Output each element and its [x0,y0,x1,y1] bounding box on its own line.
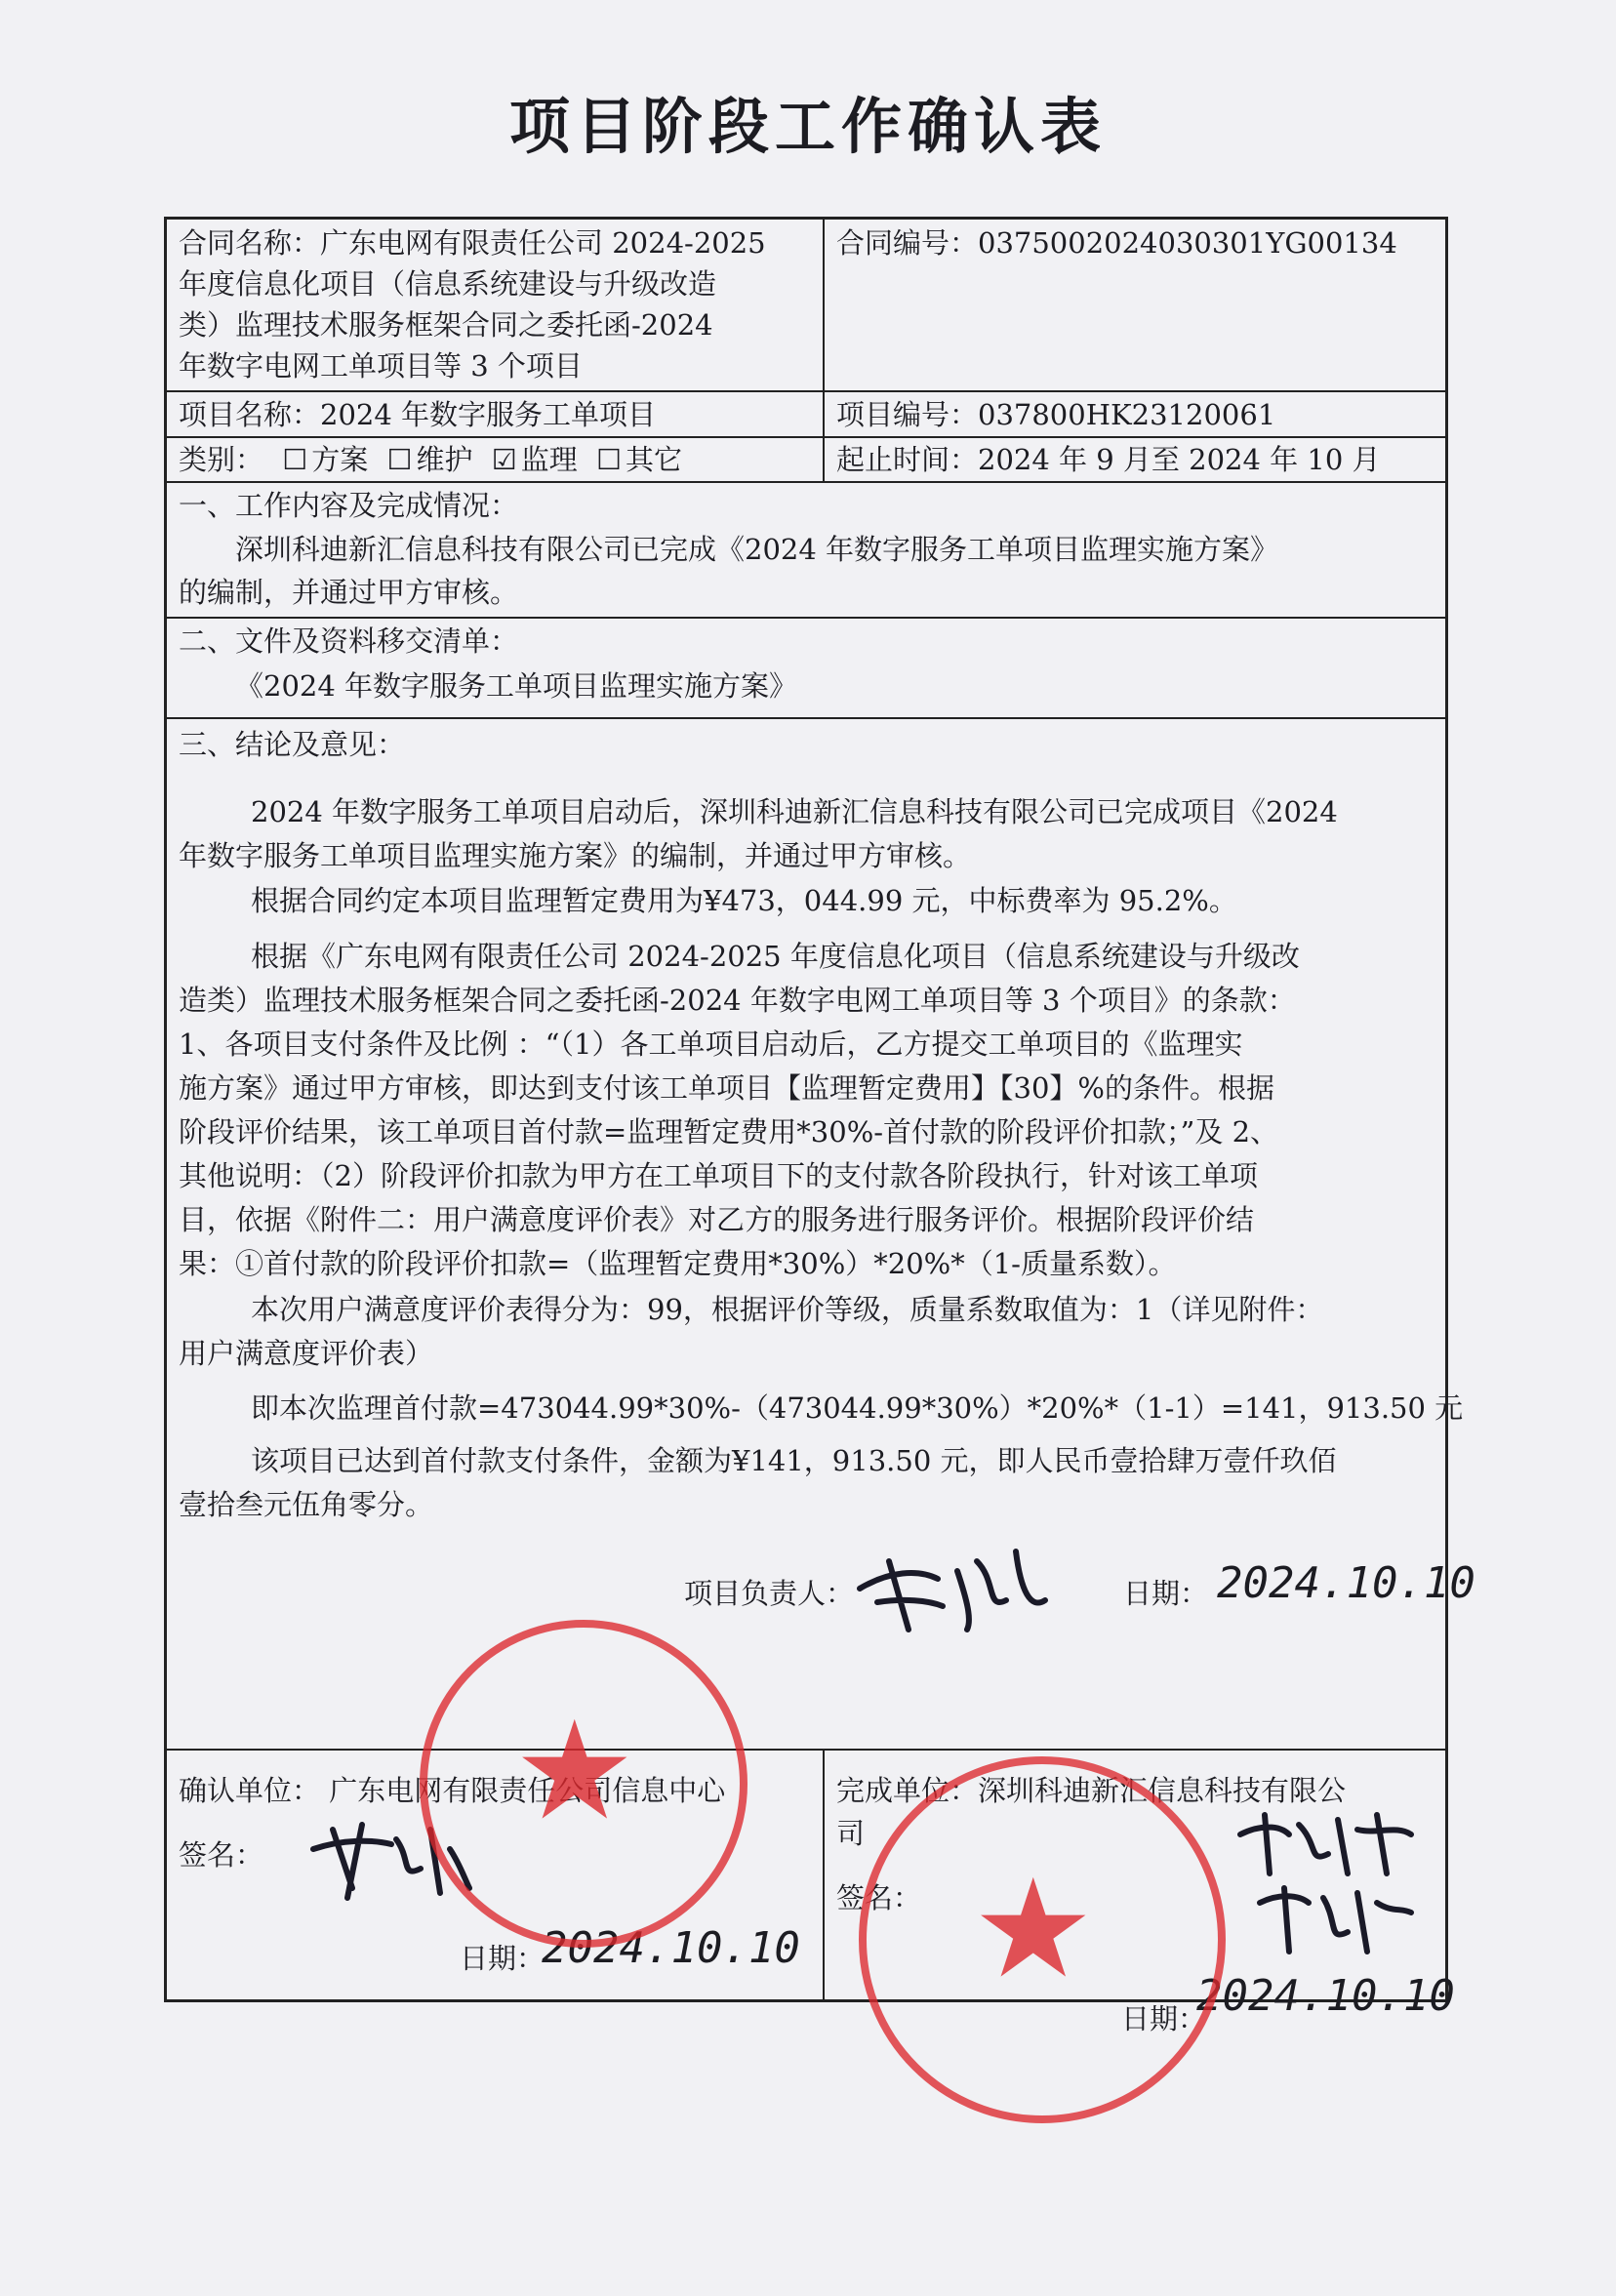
row-divider [167,436,1445,438]
contract-name-line: 年数字电网工单项目等 3 个项目 [179,349,583,383]
confirm-sign-label: 签名： [179,1838,264,1872]
project-period: 起止时间：2024 年 9 月至 2024 年 10 月 [836,443,1381,476]
conclusion-paragraph: 根据合同约定本项目监理暂定费用为¥473，044.99 元，中标费率为 95.2%。 [251,884,1237,917]
category-label: 类别： [179,443,264,476]
conclusion-paragraph: 2024 年数字服务工单项目启动后，深圳科迪新汇信息科技有限公司已完成项目《2024 [251,795,1338,828]
contract-name-line: 合同名称：广东电网有限责任公司 2024-2025 [179,226,766,260]
complete-sign-label: 签名： [836,1881,922,1914]
complete-unit-cont: 司 [836,1817,866,1850]
complete-signatures [1231,1805,1426,1961]
complete-date-label: 日期： [1121,2002,1207,2035]
section1-text: 的编制，并通过甲方审核。 [179,576,519,609]
contract-name-line: 年度信息化项目（信息系统建设与升级改造 [179,267,717,301]
category-row [179,440,682,479]
checkbox-unchecked-icon: ☐ [386,443,413,476]
conclusion-paragraph: 壹拾叁元伍角零分。 [179,1488,434,1521]
category-option-jianli[interactable]: ☑ 监理 [482,443,578,476]
contract-name-line: 类）监理技术服务框架合同之委托函-2024 [179,308,713,342]
terms-line: 目，依据《附件二：用户满意度评价表》对乙方的服务进行服务评价。根据阶段评价结 [179,1203,1255,1236]
conclusion-paragraph: 即本次监理首付款=473044.99*30%-（473044.99*30%）*20%*（1-1）=141，913.50 元 [251,1391,1464,1425]
row-divider [167,717,1445,719]
page-title: 项目阶段工作确认表 [508,91,1107,162]
conclusion-paragraph: 年数字服务工单项目监理实施方案》的编制，并通过甲方审核。 [179,839,972,872]
terms-line: 其他说明：（2）阶段评价扣款为甲方在工单项目下的支付款各阶段执行，针对该工单项 [179,1159,1258,1192]
project-lead-label: 项目负责人： [684,1577,855,1610]
seal-star-icon: ★ [972,1850,1095,2009]
contract-number: 合同编号：037500202403030​1YG00134 [836,226,1397,260]
row-divider [167,1749,1445,1751]
conclusion-paragraph: 本次用户满意度评价表得分为：99，根据评价等级，质量系数取值为：1（详见附件： [251,1293,1324,1326]
row-divider [167,481,1445,483]
row-divider [167,617,1445,619]
terms-line: 阶段评价结果，该工单项目首付款=监理暂定费用*30%-首付款的阶段评价扣款；”及 2、 [179,1115,1279,1148]
confirm-date: 2024.10.10 [542,1923,800,1973]
confirm-date-label: 日期： [460,1942,545,1975]
complete-company-seal [859,1756,1226,2123]
project-lead-signature [850,1532,1055,1639]
terms-line: 造类）监理技术服务框架合同之委托函-2024 年数字电网工单项目等 3 个项目》的条款： [179,984,1296,1017]
confirmation-form [164,217,1475,2035]
confirm-unit: 确认单位： 广东电网有限责任公司信息中心 [179,1774,726,1807]
section2-item: 《2024 年数字服务工单项目监理实施方案》 [235,669,798,703]
category-option-fangan[interactable]: ☐ 方案 [272,443,368,476]
category-option-qita[interactable]: ☐ 其它 [586,443,682,476]
category-option-weihu[interactable]: ☐ 维护 [377,443,472,476]
section2-heading: 二、文件及资料移交清单： [179,624,519,658]
section1-heading: 一、工作内容及完成情况： [179,489,519,522]
section3-heading: 三、结论及意见： [179,728,406,761]
section1-text: 深圳科迪新汇信息科技有限公司已完成《2024 年数字服务工单项目监理实施方案》 [235,533,1279,566]
conclusion-paragraph: 用户满意度评价表） [179,1337,434,1370]
confirm-company-seal [420,1620,747,1948]
project-name: 项目名称：2024 年数字服务工单项目 [179,398,657,431]
checkbox-unchecked-icon: ☐ [282,443,308,476]
terms-line: 1、各项目支付条件及比例 ：“（1）各工单项目启动后，乙方提交工单项目的《监理实 [179,1027,1243,1061]
terms-line: 果：①首付款的阶段评价扣款=（监理暂定费用*30%）*20%*（1-质量系数）。 [179,1247,1177,1280]
terms-line: 施方案》通过甲方审核，即达到支付该工单项目【监理暂定费用】【30】%的条件。根据 [179,1071,1274,1105]
project-number: 项目编号：037800HK23120061 [836,398,1276,431]
terms-line: 根据《广东电网有限责任公司 2024-2025 年度信息化项目（信息系统建设与升级改 [251,940,1300,973]
column-divider [823,1749,825,1999]
row-divider [167,390,1445,392]
project-lead-date-label: 日期： [1123,1577,1209,1610]
column-divider [823,220,825,481]
checkbox-checked-icon: ☑ [491,443,517,476]
complete-date: 2024.10.10 [1196,1971,1455,2021]
checkbox-unchecked-icon: ☐ [595,443,622,476]
seal-star-icon: ★ [513,1692,636,1851]
complete-unit: 完成单位：深圳科迪新汇信息科技有限公 [836,1774,1347,1807]
project-lead-date: 2024.10.10 [1217,1558,1475,1608]
conclusion-paragraph: 该项目已达到首付款支付条件，金额为¥141，913.50 元，即人民币壹拾肆万壹仟玖佰 [251,1444,1337,1477]
